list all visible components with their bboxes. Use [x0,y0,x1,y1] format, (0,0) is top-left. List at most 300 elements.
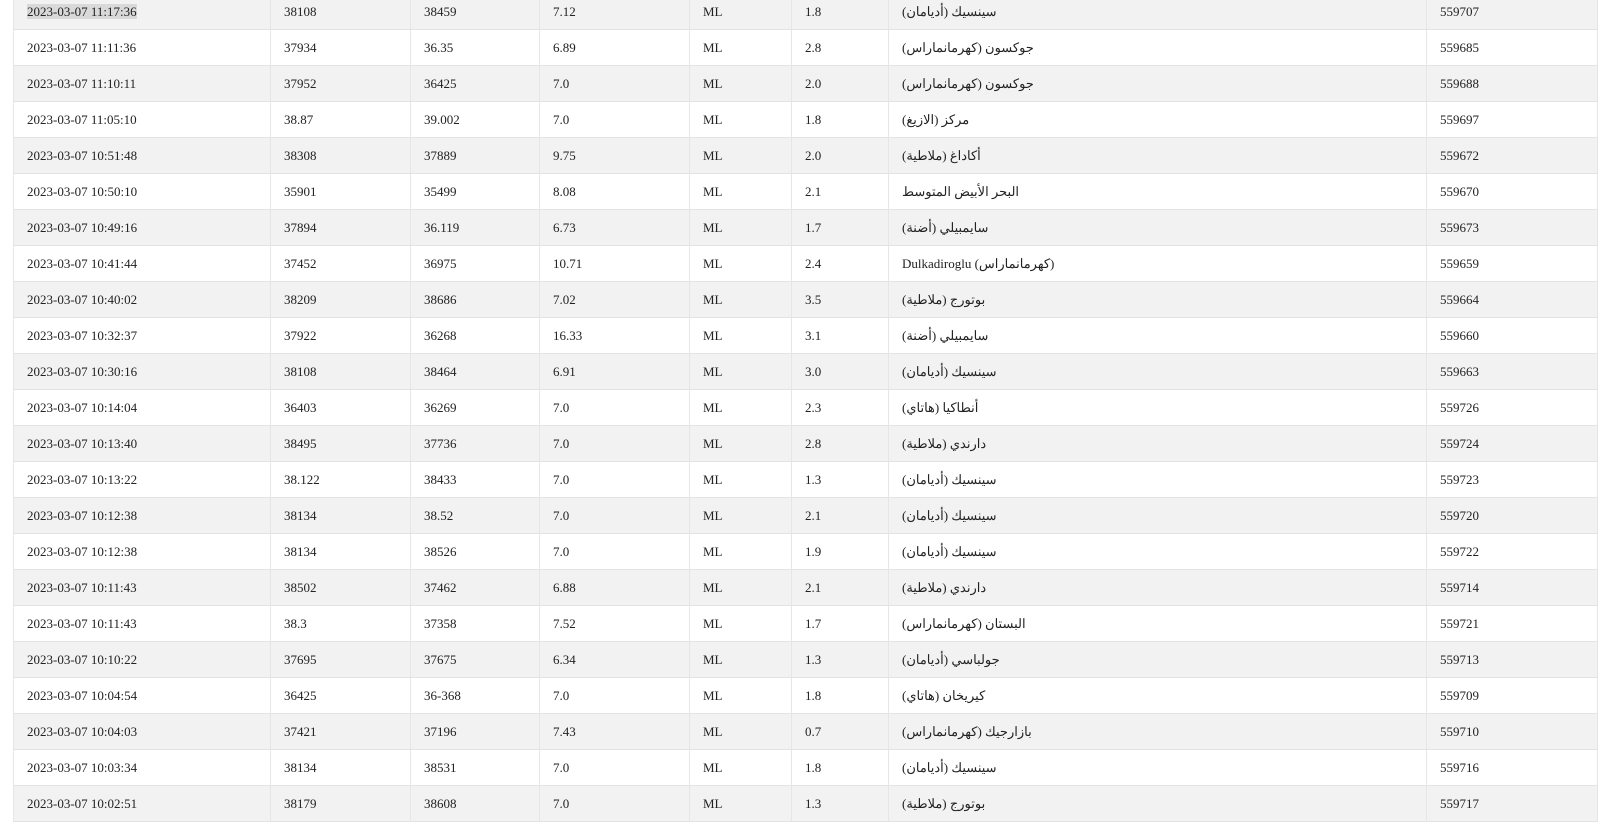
cell-latitude [271,534,411,570]
cell-location [889,0,1427,30]
cell-magnitude [792,426,889,462]
cell-depth-text: 6.88 [553,579,576,595]
cell-event-id-text: 559713 [1440,651,1479,667]
table-row[interactable] [14,714,1598,750]
cell-date [14,390,271,426]
cell-date [14,678,271,714]
cell-magnitude-text: 2.0 [805,147,822,163]
cell-magnitude-text: 2.8 [805,435,822,451]
cell-depth-text: 7.02 [553,291,576,307]
cell-location-text: أكاداغ (ملاطية) [902,147,981,163]
cell-location [889,210,1427,246]
cell-longitude-text: 38433 [424,471,457,487]
cell-magnitude-type [690,354,792,390]
cell-latitude [271,786,411,822]
cell-event-id [1427,30,1598,66]
cell-depth-text: 7.0 [553,687,570,703]
cell-longitude [411,750,540,786]
cell-magnitude-text: 3.0 [805,363,822,379]
cell-event-id [1427,606,1598,642]
cell-date [14,138,271,174]
cell-magnitude-type [690,498,792,534]
cell-depth-text: 7.0 [553,75,570,91]
cell-magnitude-type-text: ML [703,579,723,595]
cell-magnitude-text: 1.7 [805,615,822,631]
cell-date-text: 2023-03-07 10:11:43 [27,579,137,595]
cell-depth-text: 9.75 [553,147,576,163]
cell-event-id-text: 559722 [1440,543,1479,559]
cell-magnitude-type-text: ML [703,435,723,451]
cell-magnitude-text: 1.3 [805,651,822,667]
cell-magnitude [792,606,889,642]
table-row[interactable] [14,678,1598,714]
cell-event-id [1427,498,1598,534]
cell-latitude-text: 38.87 [284,111,314,127]
cell-latitude-text: 38179 [284,795,317,811]
cell-magnitude-text: 1.7 [805,219,822,235]
cell-magnitude-text: 2.1 [805,183,822,199]
cell-location [889,462,1427,498]
cell-longitude-text: 36268 [424,327,457,343]
cell-date-text: 2023-03-07 10:03:34 [27,759,138,775]
cell-latitude [271,246,411,282]
cell-location [889,354,1427,390]
cell-magnitude-type [690,30,792,66]
cell-longitude-text: 38526 [424,543,457,559]
table-row[interactable] [14,606,1598,642]
cell-longitude [411,498,540,534]
cell-latitude-text: 37934 [284,39,317,55]
cell-latitude [271,606,411,642]
cell-magnitude-type [690,282,792,318]
cell-event-id [1427,0,1598,30]
table-row[interactable] [14,570,1598,606]
cell-date-text: 2023-03-07 10:30:16 [27,363,138,379]
cell-latitude-text: 37695 [284,651,317,667]
table-row[interactable] [14,138,1598,174]
cell-location [889,642,1427,678]
cell-longitude-text: 38.52 [424,507,454,523]
cell-date [14,570,271,606]
cell-magnitude-type [690,390,792,426]
cell-location-text: سينسيك (أديامان) [902,3,997,19]
cell-longitude [411,210,540,246]
cell-magnitude [792,786,889,822]
table-row[interactable] [14,246,1598,282]
cell-longitude-text: 39.002 [424,111,460,127]
cell-latitude [271,750,411,786]
cell-location-text: بوتورج (ملاطية) [902,795,986,811]
cell-depth [540,786,690,822]
cell-location-text: سينسيك (أديامان) [902,363,997,379]
cell-location-text: جولباسي (أديامان) [902,651,1000,667]
cell-magnitude-type-text: ML [703,147,723,163]
cell-magnitude-type-text: ML [703,363,723,379]
table-row[interactable] [14,786,1598,822]
cell-depth-text: 7.0 [553,795,570,811]
cell-date [14,30,271,66]
cell-date-text: 2023-03-07 10:14:04 [27,399,138,415]
cell-latitude [271,498,411,534]
cell-date [14,102,271,138]
cell-event-id-text: 559716 [1440,759,1479,775]
cell-event-id [1427,534,1598,570]
table-row[interactable] [14,318,1598,354]
cell-latitude [271,678,411,714]
cell-event-id [1427,570,1598,606]
cell-date [14,606,271,642]
cell-event-id-text: 559670 [1440,183,1479,199]
cell-longitude [411,354,540,390]
cell-latitude [271,642,411,678]
cell-date-text: 2023-03-07 10:13:40 [27,435,138,451]
cell-depth [540,246,690,282]
cell-date-text: 2023-03-07 11:05:10 [27,111,137,127]
cell-location-text: دارندي (ملاطية) [902,579,987,595]
cell-magnitude-text: 2.1 [805,507,822,523]
cell-depth-text: 8.08 [553,183,576,199]
cell-latitude [271,30,411,66]
cell-magnitude-type-text: ML [703,615,723,631]
cell-magnitude-type [690,426,792,462]
cell-event-id [1427,354,1598,390]
cell-location [889,318,1427,354]
table-row[interactable] [14,354,1598,390]
cell-date-text: 2023-03-07 11:10:11 [27,75,137,91]
cell-date-text: 2023-03-07 10:12:38 [27,507,138,523]
cell-date-text: 2023-03-07 10:04:03 [27,723,138,739]
cell-longitude-text: 38608 [424,795,457,811]
cell-magnitude-text: 2.0 [805,75,822,91]
cell-location [889,786,1427,822]
cell-date-text: 2023-03-07 10:41:44 [27,255,138,271]
cell-magnitude [792,354,889,390]
cell-magnitude-type [690,786,792,822]
cell-latitude [271,318,411,354]
cell-longitude [411,102,540,138]
cell-date [14,426,271,462]
cell-event-id-text: 559660 [1440,327,1479,343]
cell-magnitude-type-text: ML [703,75,723,91]
cell-event-id-text: 559723 [1440,471,1479,487]
cell-longitude-text: 36425 [424,75,457,91]
cell-longitude-text: 36.119 [424,219,460,235]
earthquake-table [13,0,1598,822]
cell-magnitude-text: 2.1 [805,579,822,595]
cell-depth-text: 7.0 [553,507,570,523]
table-row[interactable] [14,534,1598,570]
cell-date-text: 2023-03-07 11:11:36 [27,39,137,55]
cell-location [889,534,1427,570]
cell-date [14,498,271,534]
cell-magnitude-type-text: ML [703,183,723,199]
cell-magnitude-type [690,570,792,606]
cell-magnitude-type-text: ML [703,3,723,19]
cell-magnitude [792,0,889,30]
cell-magnitude-type-text: ML [703,507,723,523]
cell-depth [540,714,690,750]
cell-latitude-text: 38134 [284,507,317,523]
cell-longitude-text: 37889 [424,147,457,163]
table-row[interactable] [14,282,1598,318]
cell-date-text: 2023-03-07 10:10:22 [27,651,138,667]
cell-magnitude-type [690,0,792,30]
cell-magnitude [792,714,889,750]
cell-location-text: سينسيك (أديامان) [902,543,997,559]
cell-location-text: بوتورج (ملاطية) [902,291,986,307]
cell-location [889,174,1427,210]
cell-date [14,714,271,750]
cell-location [889,66,1427,102]
cell-longitude-text: 38686 [424,291,457,307]
cell-location-text: البستان (كهرمانماراس) [902,615,1026,631]
cell-depth [540,462,690,498]
cell-depth [540,606,690,642]
cell-location [889,102,1427,138]
cell-longitude [411,66,540,102]
cell-event-id [1427,246,1598,282]
cell-latitude-text: 37452 [284,255,317,271]
cell-latitude [271,570,411,606]
table-row[interactable] [14,426,1598,462]
cell-depth [540,390,690,426]
cell-date [14,750,271,786]
cell-longitude [411,678,540,714]
cell-longitude [411,246,540,282]
cell-magnitude [792,174,889,210]
cell-longitude-text: 37736 [424,435,457,451]
cell-event-id [1427,66,1598,102]
cell-depth-text: 7.0 [553,471,570,487]
cell-event-id-text: 559688 [1440,75,1479,91]
cell-location [889,30,1427,66]
cell-magnitude-type [690,174,792,210]
cell-depth-text: 6.91 [553,363,576,379]
table-row[interactable] [14,642,1598,678]
cell-latitude [271,138,411,174]
cell-longitude-text: 37358 [424,615,457,631]
cell-date [14,0,271,30]
cell-magnitude [792,246,889,282]
table-row[interactable] [14,498,1598,534]
cell-longitude [411,138,540,174]
cell-magnitude-text: 1.3 [805,795,822,811]
cell-latitude-text: 38108 [284,3,317,19]
cell-date [14,534,271,570]
cell-longitude [411,642,540,678]
cell-longitude-text: 37675 [424,651,457,667]
cell-latitude-text: 37952 [284,75,317,91]
cell-magnitude-type [690,714,792,750]
cell-latitude-text: 37894 [284,219,317,235]
cell-location [889,246,1427,282]
cell-depth-text: 7.0 [553,543,570,559]
cell-location [889,750,1427,786]
cell-location-text: جوكسون (كهرمانماراس) [902,39,1034,55]
cell-magnitude-type-text: ML [703,543,723,559]
cell-event-id-text: 559664 [1440,291,1479,307]
cell-event-id [1427,462,1598,498]
cell-event-id-text: 559710 [1440,723,1479,739]
cell-latitude-text: 38209 [284,291,317,307]
cell-depth [540,210,690,246]
cell-date-text: 2023-03-07 10:32:37 [27,327,138,343]
table-row[interactable] [14,750,1598,786]
cell-depth [540,642,690,678]
cell-location-text: كيريخان (هاتاي) [902,687,986,703]
cell-latitude-text: 38308 [284,147,317,163]
cell-depth [540,678,690,714]
cell-magnitude-text: 2.4 [805,255,822,271]
cell-event-id-text: 559659 [1440,255,1479,271]
cell-location [889,390,1427,426]
cell-magnitude [792,66,889,102]
cell-magnitude-type-text: ML [703,687,723,703]
cell-magnitude-text: 0.7 [805,723,822,739]
cell-event-id [1427,642,1598,678]
cell-location-text: سايمبيلي (أضنة) [902,219,989,235]
cell-location-text: البحر الأبيض المتوسط [902,183,1020,199]
cell-date-text: 2023-03-07 10:12:38 [27,543,138,559]
cell-longitude [411,786,540,822]
cell-depth-text: 7.12 [553,3,576,19]
cell-magnitude [792,210,889,246]
cell-longitude-text: 35499 [424,183,457,199]
cell-magnitude-type-text: ML [703,723,723,739]
cell-event-id [1427,678,1598,714]
cell-event-id-text: 559720 [1440,507,1479,523]
cell-date-text: 2023-03-07 10:49:16 [27,219,138,235]
cell-event-id-text: 559709 [1440,687,1479,703]
cell-magnitude-type-text: ML [703,111,723,127]
cell-latitude-text: 36403 [284,399,317,415]
cell-location-text: مركز (الازيغ) [902,111,970,127]
cell-magnitude-type-text: ML [703,651,723,667]
table-row[interactable] [14,66,1598,102]
cell-magnitude-type-text: ML [703,399,723,415]
cell-date [14,318,271,354]
cell-event-id [1427,750,1598,786]
cell-magnitude-type [690,642,792,678]
cell-date [14,66,271,102]
cell-event-id [1427,390,1598,426]
cell-magnitude-type [690,138,792,174]
cell-location [889,714,1427,750]
cell-magnitude [792,30,889,66]
cell-depth-text: 6.34 [553,651,576,667]
cell-depth-text: 7.0 [553,111,570,127]
cell-location [889,498,1427,534]
cell-longitude-text: 36269 [424,399,457,415]
cell-latitude [271,66,411,102]
table-row[interactable] [14,30,1598,66]
table-row[interactable] [14,0,1598,30]
cell-event-id-text: 559673 [1440,219,1479,235]
cell-longitude [411,570,540,606]
cell-depth [540,282,690,318]
cell-latitude-text: 38.3 [284,615,307,631]
cell-latitude-text: 38134 [284,759,317,775]
cell-location-text: سايمبيلي (أضنة) [902,327,989,343]
cell-date-text: 2023-03-07 10:50:10 [27,183,138,199]
cell-magnitude-type [690,102,792,138]
cell-event-id-text: 559685 [1440,39,1479,55]
cell-depth [540,0,690,30]
cell-magnitude-type-text: ML [703,759,723,775]
cell-event-id [1427,282,1598,318]
cell-latitude [271,0,411,30]
cell-location-text: جوكسون (كهرمانماراس) [902,75,1034,91]
cell-latitude [271,102,411,138]
cell-location-text: Dulkadiroglu (كهرمانماراس) [902,255,1055,271]
cell-latitude-text: 37922 [284,327,317,343]
cell-date [14,282,271,318]
cell-depth [540,102,690,138]
cell-location [889,138,1427,174]
cell-latitude [271,390,411,426]
cell-date-text: 2023-03-07 10:02:51 [27,795,138,811]
cell-event-id [1427,138,1598,174]
cell-depth-text: 7.0 [553,399,570,415]
cell-date-text: 2023-03-07 11:17:36 [27,3,137,19]
cell-magnitude-text: 1.9 [805,543,822,559]
cell-location-text: أنطاكيا (هاتاي) [902,399,979,415]
cell-magnitude-type [690,678,792,714]
cell-event-id-text: 559707 [1440,3,1479,19]
cell-magnitude [792,498,889,534]
cell-magnitude-text: 2.3 [805,399,822,415]
cell-magnitude-type [690,462,792,498]
cell-magnitude-type-text: ML [703,291,723,307]
cell-longitude [411,462,540,498]
cell-latitude-text: 38.122 [284,471,320,487]
cell-magnitude-type [690,66,792,102]
cell-longitude-text: 36-368 [424,687,461,703]
cell-magnitude-text: 1.3 [805,471,822,487]
table-row[interactable] [14,174,1598,210]
table-row[interactable] [14,390,1598,426]
cell-date-text: 2023-03-07 10:04:54 [27,687,138,703]
cell-event-id [1427,174,1598,210]
cell-magnitude-type-text: ML [703,795,723,811]
cell-location [889,282,1427,318]
table-row[interactable] [14,462,1598,498]
table-row[interactable] [14,210,1598,246]
cell-magnitude-text: 1.8 [805,3,822,19]
cell-magnitude-type-text: ML [703,219,723,235]
cell-event-id-text: 559697 [1440,111,1479,127]
cell-date [14,174,271,210]
cell-longitude [411,390,540,426]
cell-longitude [411,426,540,462]
cell-magnitude-type [690,750,792,786]
cell-depth-text: 7.43 [553,723,576,739]
cell-date [14,786,271,822]
cell-location-text: سينسيك (أديامان) [902,507,997,523]
cell-location [889,606,1427,642]
cell-latitude-text: 38108 [284,363,317,379]
table-row[interactable] [14,102,1598,138]
cell-depth [540,750,690,786]
cell-longitude [411,282,540,318]
cell-event-id-text: 559717 [1440,795,1479,811]
cell-longitude [411,30,540,66]
cell-depth [540,426,690,462]
cell-latitude [271,426,411,462]
cell-depth [540,318,690,354]
cell-depth-text: 7.0 [553,435,570,451]
cell-latitude [271,714,411,750]
